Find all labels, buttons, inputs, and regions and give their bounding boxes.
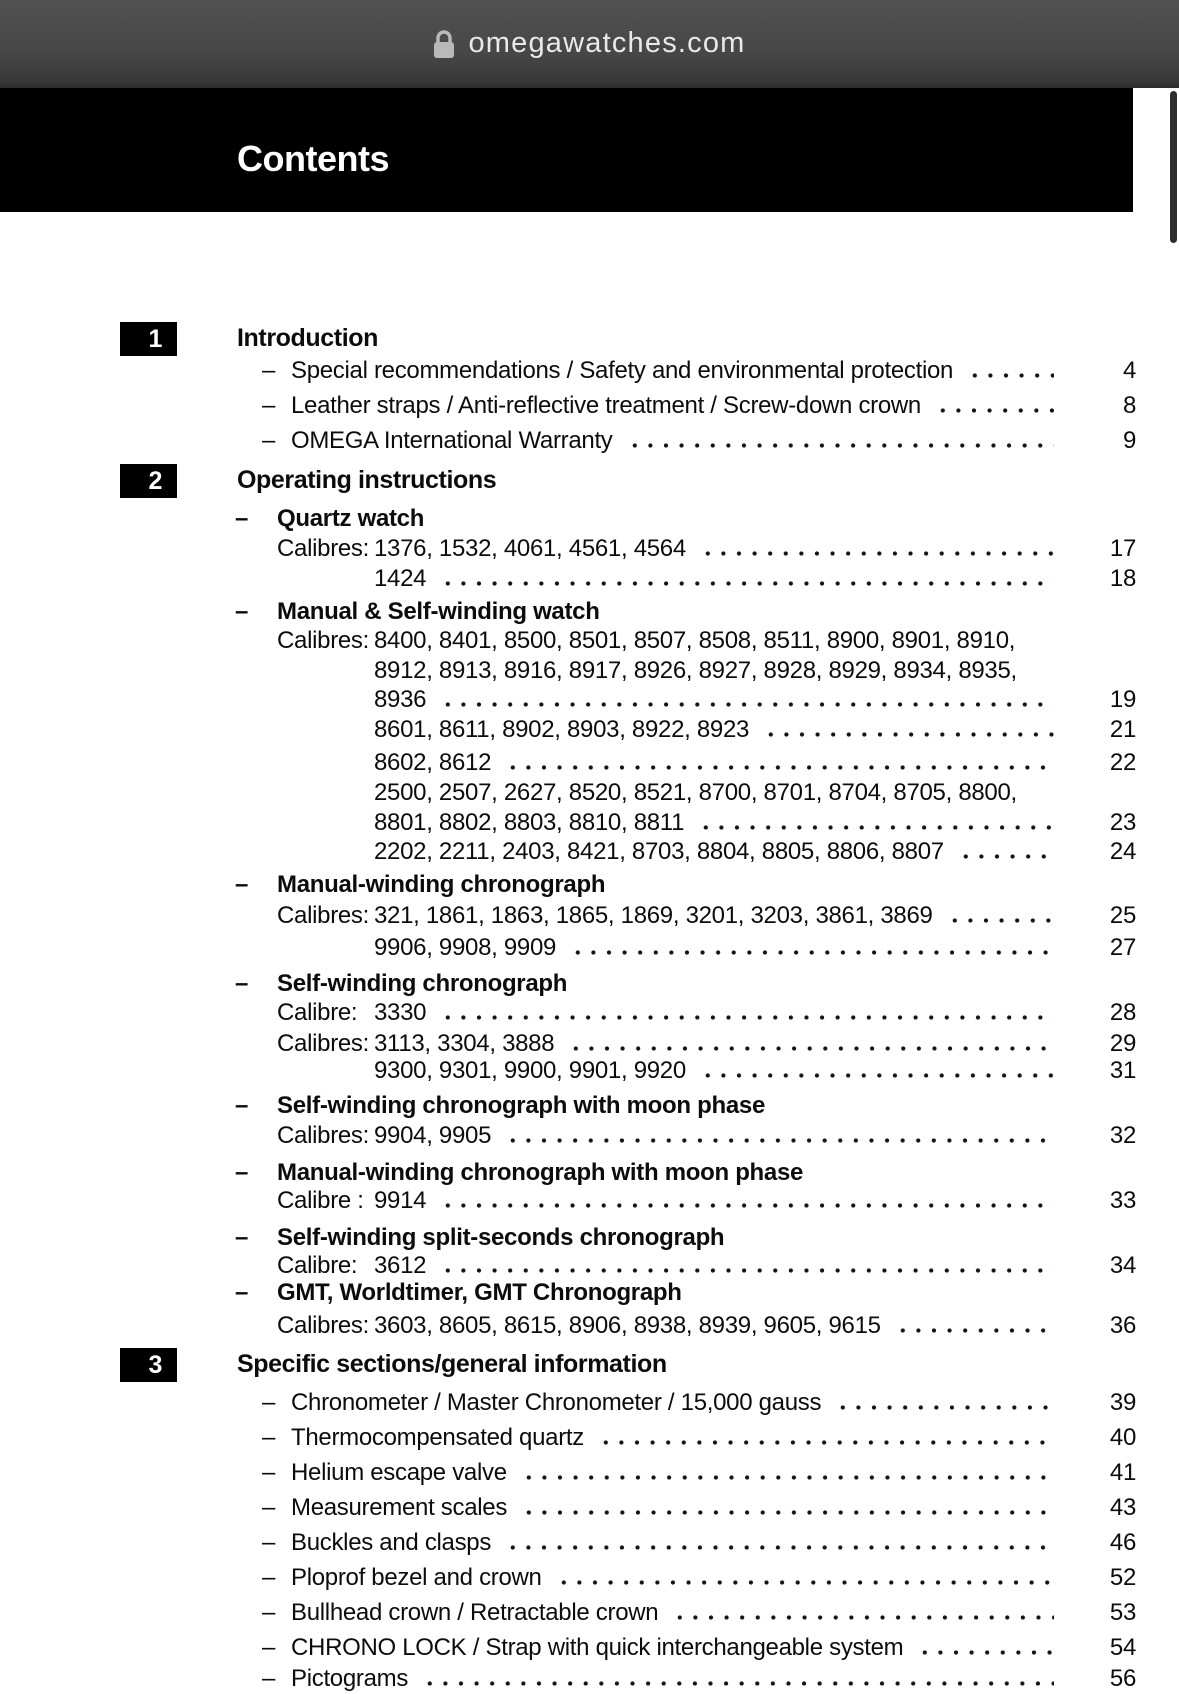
entry-text: Chronometer / Master Chronometer / 15,000 gauss (291, 1389, 822, 1416)
dash-bullet: – (262, 1634, 276, 1661)
toc-row[interactable] (0, 1598, 1136, 1628)
dot-leader (763, 732, 1054, 737)
entry-text: 8936 (374, 686, 427, 713)
toc-row[interactable] (0, 1121, 1136, 1151)
toc-row[interactable] (0, 1664, 1136, 1694)
item-title: Self-winding split-seconds chronograph (277, 1224, 725, 1251)
dash-bullet: – (262, 427, 276, 454)
entry-text: 8912, 8913, 8916, 8917, 8926, 8927, 8928, 8929, 8934, 8935, (374, 657, 1017, 684)
entry-text: 9906, 9908, 9909 (374, 934, 557, 961)
dash-bullet: – (262, 1529, 276, 1556)
dash-bullet: – (235, 598, 249, 625)
toc-row (0, 626, 1136, 656)
toc-row (0, 870, 1136, 900)
page-number: 24 (1109, 838, 1136, 865)
page-number: 43 (1109, 1494, 1136, 1521)
toc-row[interactable] (0, 1186, 1136, 1216)
entry-text: 2202, 2211, 2403, 8421, 8703, 8804, 8805, 8806, 8807 (374, 838, 944, 865)
browser-url-bar[interactable] (0, 0, 1179, 88)
dot-leader (521, 1475, 1054, 1480)
toc-row (0, 1091, 1136, 1121)
calibre-label: Calibre : (277, 1187, 364, 1214)
dash-bullet: – (262, 357, 276, 384)
toc-row (0, 656, 1136, 686)
dash-bullet: – (262, 1424, 276, 1451)
page-number: 56 (1109, 1665, 1136, 1692)
dash-bullet: – (235, 1159, 249, 1186)
dash-bullet: – (262, 392, 276, 419)
lock-icon (433, 29, 455, 59)
item-title: Self-winding chronograph (277, 970, 568, 997)
dot-leader (440, 581, 1054, 586)
entry-text: Ploprof bezel and crown (291, 1564, 542, 1591)
calibre-label: Calibres: (277, 1030, 369, 1057)
page-number: 39 (1109, 1389, 1136, 1416)
dot-leader (440, 1203, 1054, 1208)
page-number: 25 (1109, 902, 1136, 929)
document-page (0, 88, 1179, 1692)
toc-row[interactable] (0, 998, 1136, 1028)
entry-text: 3330 (374, 999, 427, 1026)
page-number: 54 (1109, 1634, 1136, 1661)
section-badge: 2 (120, 464, 177, 498)
dot-leader (958, 854, 1054, 859)
toc-row[interactable] (0, 748, 1136, 778)
dash-bullet: – (262, 1459, 276, 1486)
entry-text: 8400, 8401, 8500, 8501, 8507, 8508, 8511, 8900, 8901, 8910, (374, 627, 1016, 654)
entry-text: Helium escape valve (291, 1459, 507, 1486)
page-number: 36 (1109, 1312, 1136, 1339)
calibre-label: Calibres: (277, 1122, 369, 1149)
page-number: 53 (1109, 1599, 1136, 1626)
toc-row (0, 778, 1136, 808)
dash-bullet: – (235, 1279, 249, 1306)
section-badge: 1 (120, 322, 177, 356)
dot-leader (935, 408, 1054, 413)
toc-row (0, 504, 1136, 534)
toc-row[interactable] (0, 426, 1136, 456)
dash-bullet: – (262, 1599, 276, 1626)
entry-text: 8801, 8802, 8803, 8810, 8811 (374, 809, 685, 836)
toc-row (0, 597, 1136, 627)
toc-row[interactable] (0, 1423, 1136, 1453)
dash-bullet: – (262, 1665, 276, 1692)
toc-section-row (0, 1349, 1136, 1379)
entry-text: 8601, 8611, 8902, 8903, 8922, 8923 (374, 716, 750, 743)
dot-leader (521, 1510, 1054, 1515)
entry-text: Leather straps / Anti-reflective treatment / Screw-down crown (291, 392, 921, 419)
dot-leader (570, 950, 1054, 955)
entry-text: Pictograms (291, 1665, 409, 1692)
toc-section-row (0, 323, 1136, 353)
entry-text: 3113, 3304, 3888 (374, 1030, 555, 1057)
item-title: Manual-winding chronograph (277, 871, 606, 898)
dash-bullet: – (262, 1494, 276, 1521)
entry-text: Measurement scales (291, 1494, 508, 1521)
page-number: 22 (1109, 749, 1136, 776)
dot-leader (505, 1545, 1054, 1550)
entry-text: 2500, 2507, 2627, 8520, 8521, 8700, 8701, 8704, 8705, 8800, (374, 779, 1017, 806)
dot-leader (505, 1138, 1054, 1143)
page-number: 34 (1109, 1252, 1136, 1279)
dot-leader (598, 1440, 1054, 1445)
item-title: Manual & Self-winding watch (277, 598, 600, 625)
page-number: 18 (1109, 565, 1136, 592)
entry-text: 321, 1861, 1863, 1865, 1869, 3201, 3203, 3861, 3869 (374, 902, 933, 929)
toc-row[interactable] (0, 933, 1136, 963)
page-number: 4 (1122, 357, 1136, 384)
dot-leader (895, 1328, 1054, 1333)
page-number: 46 (1109, 1529, 1136, 1556)
dot-leader (700, 551, 1054, 556)
toc-row[interactable] (0, 901, 1136, 931)
section-title: Operating instructions (237, 466, 497, 494)
calibre-label: Calibres: (277, 902, 369, 929)
dot-leader (422, 1681, 1054, 1686)
dash-bullet: – (235, 970, 249, 997)
toc-row[interactable] (0, 808, 1136, 838)
page-title: Contents (237, 138, 389, 179)
dash-bullet: – (235, 505, 249, 532)
browser-url: omegawatches.com (468, 26, 746, 59)
calibre-label: Calibre: (277, 1252, 358, 1279)
entry-text: 8602, 8612 (374, 749, 492, 776)
dash-bullet: – (262, 1389, 276, 1416)
scrollbar[interactable] (1170, 91, 1177, 243)
dot-leader (835, 1405, 1054, 1410)
entry-text: 9300, 9301, 9900, 9901, 9920 (374, 1057, 686, 1084)
page-number: 52 (1109, 1564, 1136, 1591)
entry-text: 9904, 9905 (374, 1122, 492, 1149)
item-title: Self-winding chronograph with moon phase (277, 1092, 765, 1119)
calibre-label: Calibres: (277, 535, 369, 562)
page-number: 21 (1109, 716, 1136, 743)
toc-row[interactable] (0, 837, 1136, 867)
table-of-contents (0, 88, 1179, 1692)
toc-row[interactable] (0, 1056, 1136, 1086)
toc-row[interactable] (0, 715, 1136, 745)
toc-section-row (0, 465, 1136, 495)
toc-row[interactable] (0, 1458, 1136, 1488)
item-title: Manual-winding chronograph with moon phase (277, 1159, 804, 1186)
calibre-label: Calibres: (277, 627, 369, 654)
dot-leader (700, 1073, 1054, 1078)
entry-text: Special recommendations / Safety and environmental protection (291, 357, 954, 384)
dot-leader (947, 918, 1054, 923)
entry-text: 9914 (374, 1187, 427, 1214)
entry-text: 1376, 1532, 4061, 4561, 4564 (374, 535, 686, 562)
page-number: 41 (1109, 1459, 1136, 1486)
dash-bullet: – (235, 1224, 249, 1251)
dot-leader (568, 1046, 1054, 1051)
toc-row (0, 1278, 1136, 1308)
page-number: 31 (1109, 1057, 1136, 1084)
toc-row (0, 1223, 1136, 1253)
entry-text: Thermocompensated quartz (291, 1424, 584, 1451)
dot-leader (672, 1615, 1054, 1620)
toc-row[interactable] (0, 1633, 1136, 1663)
toc-row[interactable] (0, 391, 1136, 421)
dash-bullet: – (262, 1564, 276, 1591)
toc-row (0, 969, 1136, 999)
page-number: 19 (1109, 686, 1136, 713)
section-title: Specific sections/general information (237, 1350, 667, 1378)
dot-leader (505, 765, 1054, 770)
page-number: 17 (1109, 535, 1136, 562)
entry-text: 1424 (374, 565, 427, 592)
page-number: 32 (1109, 1122, 1136, 1149)
page-number: 28 (1109, 999, 1136, 1026)
toc-row[interactable] (0, 1029, 1136, 1059)
page-number: 40 (1109, 1424, 1136, 1451)
toc-row[interactable] (0, 564, 1136, 594)
entry-text: CHRONO LOCK / Strap with quick interchangeable system (291, 1634, 904, 1661)
dot-leader (627, 443, 1054, 448)
toc-row[interactable] (0, 534, 1136, 564)
entry-text: 3612 (374, 1252, 427, 1279)
toc-row[interactable] (0, 1388, 1136, 1418)
entry-text: Buckles and clasps (291, 1529, 492, 1556)
page-number: 9 (1122, 427, 1136, 454)
page-number: 27 (1109, 934, 1136, 961)
entry-text: OMEGA International Warranty (291, 427, 613, 454)
toc-row[interactable] (0, 1563, 1136, 1593)
toc-row[interactable] (0, 1528, 1136, 1558)
dash-bullet: – (235, 871, 249, 898)
page-number: 29 (1109, 1030, 1136, 1057)
dot-leader (556, 1580, 1054, 1585)
dot-leader (967, 373, 1054, 378)
entry-text: 3603, 8605, 8615, 8906, 8938, 8939, 9605, 9615 (374, 1312, 881, 1339)
dot-leader (698, 825, 1054, 830)
toc-row[interactable] (0, 1493, 1136, 1523)
dot-leader (440, 1015, 1054, 1020)
section-badge: 3 (120, 1348, 177, 1382)
entry-text: Bullhead crown / Retractable crown (291, 1599, 659, 1626)
page-number: 23 (1109, 809, 1136, 836)
item-title: Quartz watch (277, 505, 425, 532)
page-number: 33 (1109, 1187, 1136, 1214)
dash-bullet: – (235, 1092, 249, 1119)
dot-leader (440, 1268, 1054, 1273)
toc-row[interactable] (0, 1311, 1136, 1341)
section-title: Introduction (237, 324, 379, 352)
dot-leader (917, 1650, 1054, 1655)
dot-leader (440, 702, 1054, 707)
page-number: 8 (1122, 392, 1136, 419)
calibre-label: Calibre: (277, 999, 358, 1026)
toc-row (0, 1158, 1136, 1188)
calibre-label: Calibres: (277, 1312, 369, 1339)
toc-row[interactable] (0, 1251, 1136, 1281)
toc-row[interactable] (0, 685, 1136, 715)
toc-row[interactable] (0, 356, 1136, 386)
item-title: GMT, Worldtimer, GMT Chronograph (277, 1279, 682, 1306)
